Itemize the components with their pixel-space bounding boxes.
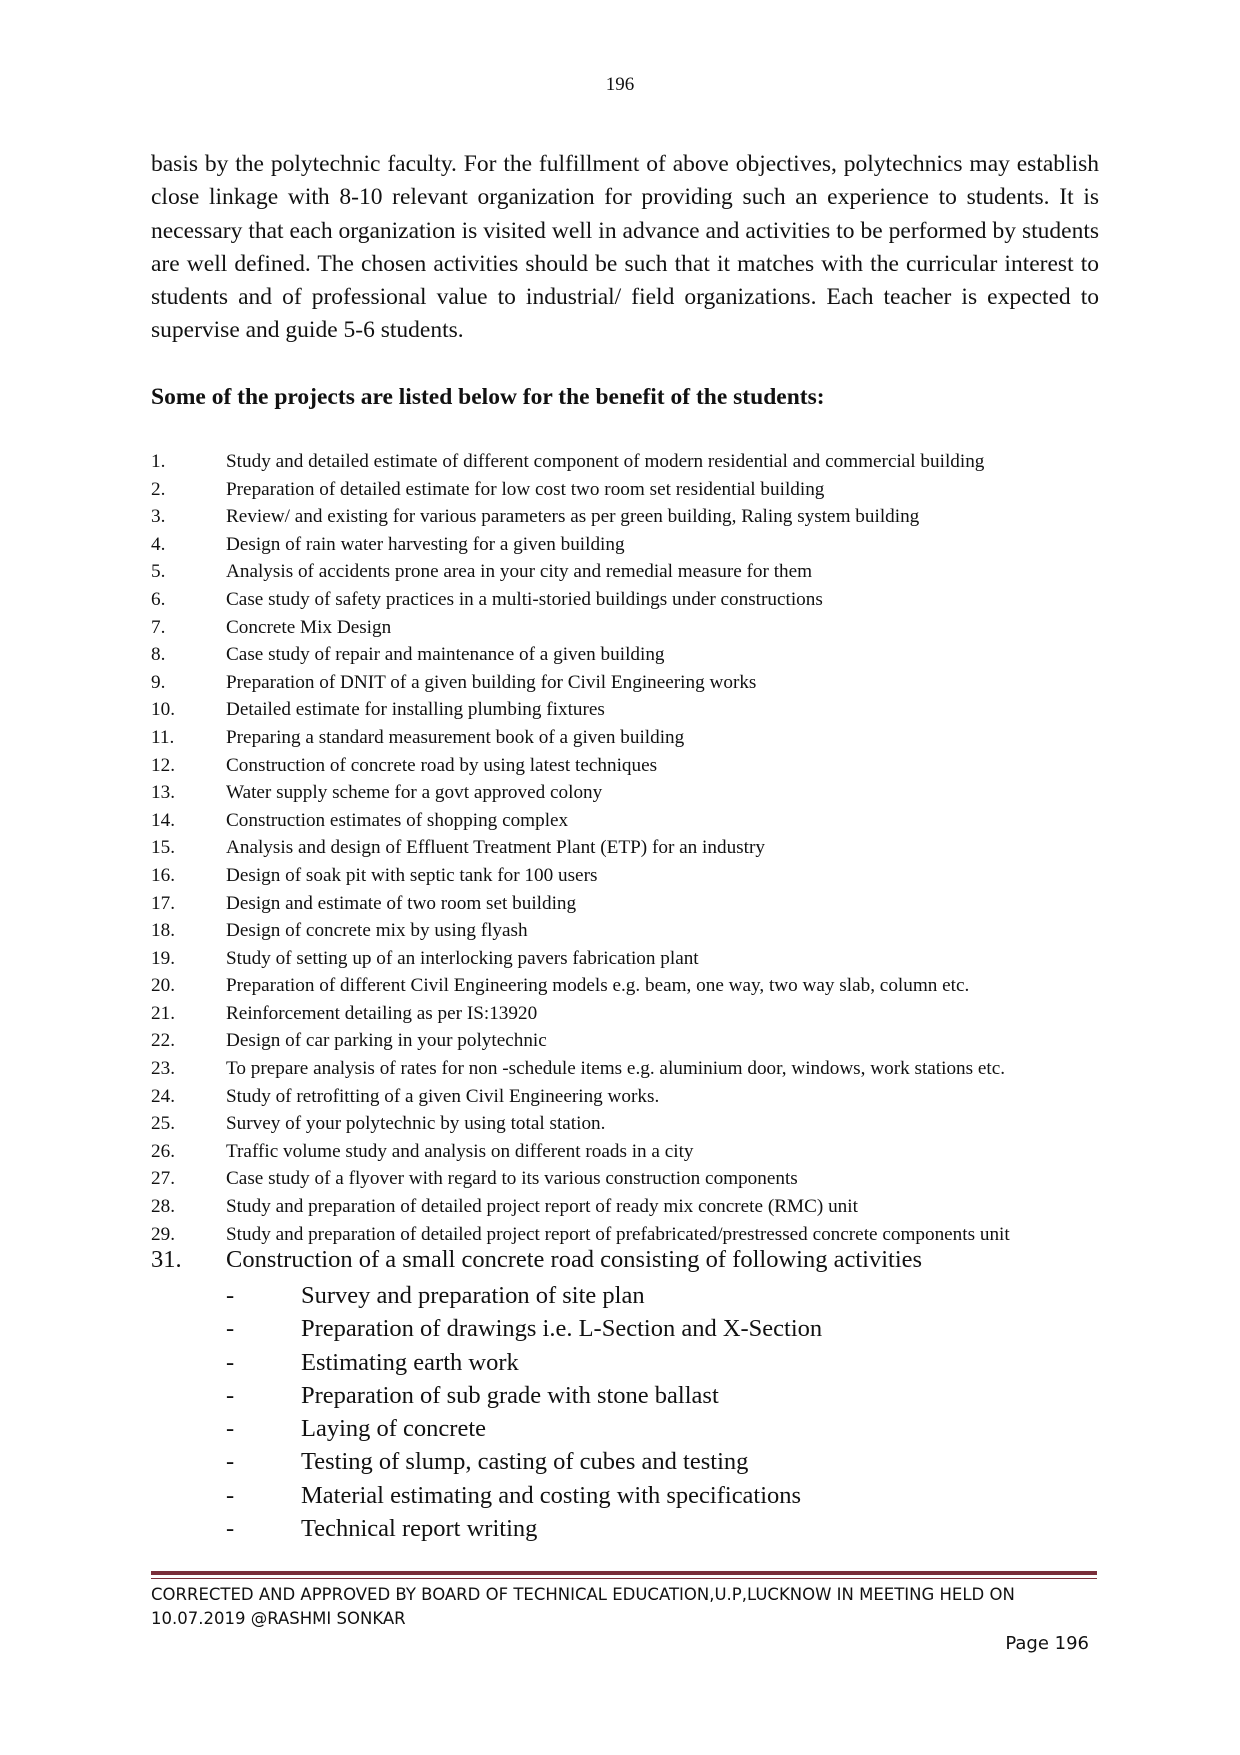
item-text: Study and preparation of detailed project report of prefabricated/prestressed concrete components unit (226, 1223, 1010, 1245)
item-text: Concrete Mix Design (226, 616, 392, 638)
project-item (151, 834, 1111, 862)
activity-item (226, 1279, 822, 1312)
item-text: Design of soak pit with septic tank for 100 users (226, 864, 598, 886)
item-text: Water supply scheme for a govt approved colony (226, 782, 603, 804)
page-number-top: 196 (605, 74, 635, 95)
item-text: To prepare analysis of rates for non -schedule items e.g. aluminium door, windows, work stations etc. (226, 1058, 1006, 1080)
activity-text: Material estimating and costing with specifications (301, 1481, 802, 1509)
project-item (151, 1083, 1111, 1111)
item-text: Case study of a flyover with regard to its various construction components (226, 1168, 798, 1190)
item-number: 8. (151, 644, 166, 666)
project-item (151, 1000, 1111, 1028)
activity-dash: - (226, 1381, 235, 1409)
project-item (151, 531, 1111, 559)
item-number: 31. (151, 1246, 182, 1273)
project-item (151, 945, 1111, 973)
project-item (151, 558, 1111, 586)
project-item-31 (151, 1243, 922, 1276)
item-number: 10. (151, 699, 175, 721)
item-number: 3. (151, 506, 166, 528)
item-number: 19. (151, 947, 175, 969)
project-item (151, 1027, 1111, 1055)
project-item (151, 752, 1111, 780)
item-number: 22. (151, 1030, 175, 1052)
activity-text: Survey and preparation of site plan (301, 1282, 645, 1309)
project-item (151, 476, 1111, 504)
activity-text: Preparation of drawings i.e. L-Section and X-Section (301, 1315, 823, 1343)
item-number: 29. (151, 1223, 175, 1245)
item-number: 15. (151, 837, 175, 859)
project-item (151, 614, 1111, 642)
item-number: 21. (151, 1002, 175, 1024)
item-text: Study of setting up of an interlocking pavers fabrication plant (226, 947, 699, 969)
project-item (151, 448, 1111, 476)
item-number: 1. (151, 451, 166, 472)
project-item (151, 724, 1111, 752)
projects-heading: Some of the projects are listed below for the benefit of the students: (151, 384, 825, 410)
intro-paragraph: basis by the polytechnic faculty. For the fulfillment of above objectives, polytechnics may establish close linkage with 8-10 relevant organization for providing such an experience to students. It is necessary that each organization is visited well in advance and activities to be performed by students are well defined. The chosen activities should be such that it matches with the curricular interest to students and of professional value to industrial/ field organizations. Each teacher is expected to supervise and guide 5-6 students. (151, 151, 1099, 344)
item-number: 5. (151, 561, 166, 583)
item-number: 20. (151, 975, 175, 997)
item-text: Case study of repair and maintenance of a given building (226, 644, 665, 666)
activity-dash: - (226, 1315, 235, 1343)
activity-item (226, 1379, 822, 1412)
activity-text: Estimating earth work (301, 1348, 519, 1376)
item-number: 25. (151, 1113, 175, 1135)
activity-item (226, 1512, 822, 1545)
activity-dash: - (226, 1348, 235, 1376)
project-item (151, 641, 1111, 669)
project-item (151, 586, 1111, 614)
item-number: 13. (151, 782, 175, 804)
activity-dash: - (226, 1515, 235, 1543)
item-text: Design of car parking in your polytechnic (226, 1030, 547, 1052)
item-text: Traffic volume study and analysis on different roads in a city (226, 1140, 694, 1162)
activities-list (226, 1279, 822, 1545)
item-text: Survey of your polytechnic by using total station. (226, 1113, 606, 1135)
project-item (151, 1110, 1111, 1138)
project-item (151, 503, 1111, 531)
item-text: Construction estimates of shopping complex (226, 809, 569, 831)
project-item (151, 1193, 1111, 1221)
project-item (151, 1165, 1111, 1193)
activity-item (226, 1445, 822, 1478)
item-text: Detailed estimate for installing plumbing fixtures (226, 699, 605, 721)
project-item (151, 696, 1111, 724)
item-number: 26. (151, 1140, 175, 1162)
item-text: Analysis and design of Effluent Treatment Plant (ETP) for an industry (226, 837, 765, 859)
item-number: 9. (151, 671, 166, 693)
project-item (151, 1055, 1111, 1083)
item-number: 24. (151, 1085, 175, 1107)
projects-list (151, 448, 1111, 1248)
item-number: 16. (151, 864, 175, 886)
activity-text: Testing of slump, casting of cubes and testing (301, 1448, 749, 1476)
item-number: 12. (151, 754, 175, 776)
item-text: Construction of a small concrete road consisting of following activities (226, 1246, 923, 1273)
activity-dash: - (226, 1415, 235, 1443)
item-number: 7. (151, 616, 166, 638)
item-text: Case study of safety practices in a multi-storied buildings under constructions (226, 588, 823, 610)
project-item (151, 779, 1111, 807)
activity-text: Preparation of sub grade with stone ballast (301, 1381, 719, 1409)
item-text: Design and estimate of two room set building (226, 892, 577, 914)
item-text: Preparation of different Civil Engineering models e.g. beam, one way, two way slab, column etc. (226, 975, 970, 997)
activity-dash: - (226, 1282, 235, 1309)
project-item (151, 862, 1111, 890)
item-number: 23. (151, 1058, 175, 1080)
activity-item (226, 1479, 822, 1512)
project-item (151, 669, 1111, 697)
item-number: 11. (151, 726, 175, 748)
activity-item (226, 1312, 822, 1345)
item-number: 14. (151, 809, 175, 831)
project-item (151, 1138, 1111, 1166)
project-item (151, 890, 1111, 918)
activity-dash: - (226, 1481, 235, 1509)
item-text: Analysis of accidents prone area in your city and remedial measure for them (226, 561, 813, 583)
project-item (151, 807, 1111, 835)
item-number: 2. (151, 478, 166, 500)
item-text: Preparation of DNIT of a given building for Civil Engineering works (226, 671, 757, 693)
item-text: Study and preparation of detailed project report of ready mix concrete (RMC) unit (226, 1196, 858, 1218)
item-text: Design of rain water harvesting for a given building (226, 533, 625, 555)
item-number: 28. (151, 1196, 175, 1218)
item-text: Construction of concrete road by using latest techniques (226, 754, 658, 776)
item-text: Review/ and existing for various parameters as per green building, Raling system building (226, 506, 920, 528)
footer-rule-thin (151, 1578, 1097, 1579)
project-item (151, 972, 1111, 1000)
item-number: 6. (151, 588, 166, 610)
item-text: Preparation of detailed estimate for low cost two room set residential building (226, 478, 825, 500)
item-number: 4. (151, 533, 166, 555)
activity-item (226, 1346, 822, 1379)
activity-text: Laying of concrete (301, 1415, 487, 1443)
item-number: 18. (151, 920, 175, 942)
activity-dash: - (226, 1448, 235, 1476)
footer-rule-thick (151, 1571, 1097, 1575)
item-text: Study of retrofitting of a given Civil Engineering works. (226, 1085, 660, 1107)
footer-page-number: Page 196 (1005, 1633, 1089, 1654)
item-text: Reinforcement detailing as per IS:13920 (226, 1002, 538, 1024)
item-text: Preparing a standard measurement book of a given building (226, 726, 685, 748)
footer-note: CORRECTED AND APPROVED BY BOARD OF TECHNICAL EDUCATION,U.P,LUCKNOW IN MEETING HELD ON 10.07.2019 @RASHMI SONKAR (151, 1585, 1015, 1628)
item-number: 17. (151, 892, 175, 914)
activity-item (226, 1412, 822, 1445)
project-item (151, 917, 1111, 945)
item-text: Study and detailed estimate of different component of modern residential and commercial building (226, 451, 985, 472)
item-number: 27. (151, 1168, 175, 1190)
activity-text: Technical report writing (301, 1515, 538, 1543)
item-text: Design of concrete mix by using flyash (226, 920, 528, 942)
